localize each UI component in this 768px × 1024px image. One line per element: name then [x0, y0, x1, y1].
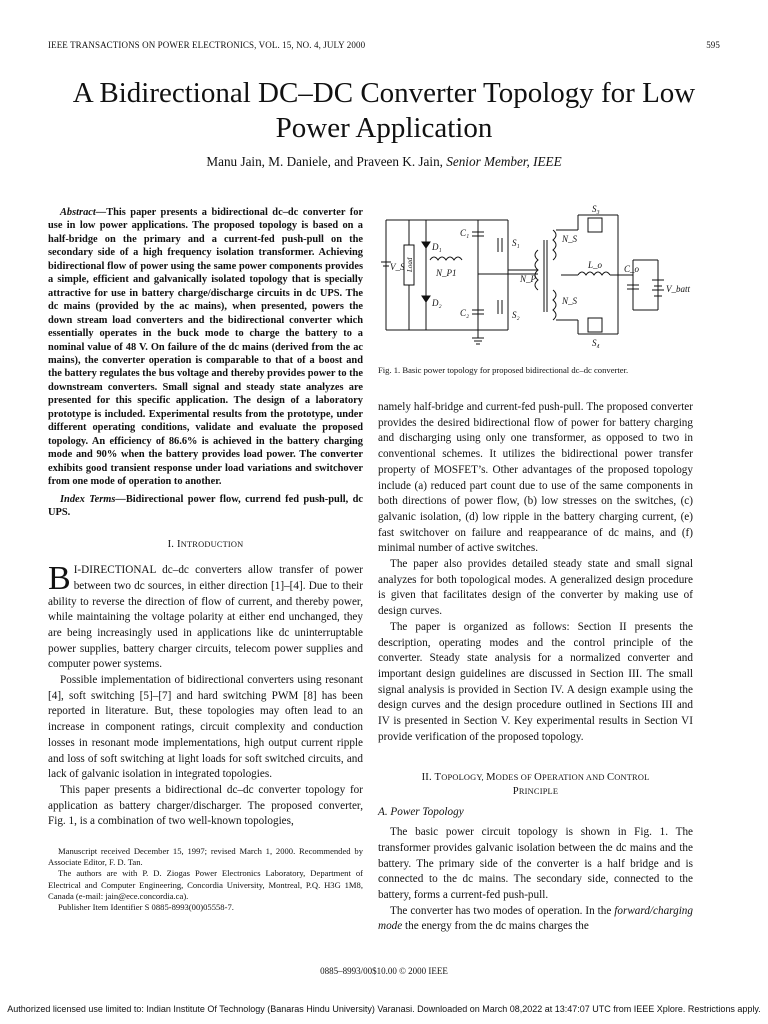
label-load: Load	[406, 257, 414, 272]
right-paragraph-3: The paper is organized as follows: Section II presents the description, operating modes and the control principle of the converter. Steady state analysis for a normalized converter and important design guidelines are discussed in Section III. The small signal analysis is provided in Section IV. A design example using the design curves and the design procedure outlined in Sections III and IV is presented in Section V. Key experimental results in Section VI provide verification of the proposed topology.	[378, 620, 693, 743]
label-co: C_o	[624, 264, 640, 274]
label-s4: S₄	[592, 338, 600, 348]
copyright-footer: 0885–8993/00$10.00 © 2000 IEEE	[320, 966, 448, 976]
figure-caption: Fig. 1. Basic power topology for proposed bidirectional dc–dc converter.	[378, 365, 629, 375]
section-heading-topology: II. TOPOLOGY, MODES OF OPERATION AND CONTROL PRINCIPLE	[421, 772, 650, 798]
abstract-text: This paper presents a bidirectional dc–dc converter for use in low power applications. The proposed topology is based on a half-bridge on the primary and a current-fed push-pull on the secondary side of a high frequency isolation transformer. Achieving bidirectional flow of power using the same power components provides a simple, efficient and galvanically isolated topology that is specially attractive for use in battery charge/discharge circuits in dc UPS. The dc mains (provided by the ac mains), when presented, powers the down stream load converters and the bidirectional converter which essentially operates in the buck mode to charge the battery to a nominal value of 48 V. On failure of the dc mains (derived from the ac mains), the converter operation is comparable to that of a boost and the battery regulates the bus voltage and thereby provides power to the downstream converters. Small signal and steady state analyzes are presented for this specific application. The design of a laboratory prototype is included. Experimental results from the prototype, under different operating conditions, validate and evaluate the proposed topology. An efficiency of 86.6% is achieved in the battery charging mode and 90% when the battery provides load power. The converter exhibits good transient response under load variations and switchover from one mode of operation to another.	[48, 207, 363, 488]
running-header	[48, 40, 720, 50]
paper-title	[0, 76, 768, 146]
label-s2: S₂	[512, 310, 520, 320]
label-np1: N_P1	[436, 268, 457, 278]
page-number: 595	[706, 40, 720, 50]
journal-name: IEEE TRANSACTIONS ON POWER ELECTRONICS, VOL. 15, NO. 4, JULY 2000	[48, 40, 366, 50]
footnote-received: Manuscript received December 15, 1997; revised March 1, 2000. Recommended by Associate Editor, F. D. Tan.	[48, 846, 363, 868]
intro-p1-text: I-DIRECTIONAL dc–dc converters allow transfer of power between two dc sources, in either direction [1]–[4]. Due to their ability to reverse the direction of flow of current, and thereby power, while maintaining the voltage polarity at either end unchanged, they are being increasingly used in applications like dc uninterruptable power supplies, battery charger circuits, telecom power supplies and computer power systems.	[48, 564, 363, 671]
title-line-2: Power Application	[275, 112, 493, 144]
intro-paragraph-1	[48, 560, 363, 673]
footnote-pii: Publisher Item Identifier S 0885-8993(00)05558-7.	[58, 902, 234, 913]
title-line-1: A Bidirectional DC–DC Converter Topology for Low	[72, 77, 696, 109]
label-c2: C₂	[460, 308, 470, 318]
abstract-label: Abstract—	[60, 207, 107, 218]
footnote-affiliation: The authors are with P. D. Ziogas Power Electronics Laboratory, Department of Electrical and Computer Engineering, Concordia University, Montreal, P.Q. H3G 1M8, Canada (e-mail: jain@ece.concordia.ca).	[48, 868, 363, 901]
abstract	[48, 206, 363, 489]
label-np: N_P	[520, 274, 537, 284]
label-vbatt: V_batt	[666, 284, 690, 294]
footnote	[48, 846, 363, 913]
subsection-heading: A. Power Topology	[378, 806, 464, 819]
figure-1-circuit	[378, 200, 698, 350]
circuit-diagram	[378, 200, 698, 350]
author-membership: Senior Member, IEEE	[446, 154, 562, 169]
right-paragraph-1: namely half-bridge and current-fed push-pull. The proposed converter provides the desired bidirectional flow of power for battery charging and discharging using only one transformer, as opposed to two in conventional schemes. It utilizes the bidirectional power transfer property of MOSFET’s. Other advantages of the proposed topology include (a) reduced part count due to use of the same components in both directions of power flow, (b) low stresses on the switches, (c) galvanic isolation, (d) low ripple in the battery charging current, (e) fast switchover on failure and reappearance of dc mains, and (f) minimal number of active switches.	[378, 401, 693, 555]
section-numeral: I.	[167, 539, 177, 551]
right-column	[378, 400, 693, 935]
index-terms	[48, 493, 363, 520]
label-d1: D₁	[432, 242, 442, 252]
right-paragraph-4: The basic power circuit topology is shown in Fig. 1. The transformer provides galvanic isolation between the dc mains and the battery. The primary side of the converter is a half bridge and is connected to the dc mains. The secondary side, connected to the battery, forms a current-fed push-pull.	[378, 826, 693, 901]
label-vs: V_S	[390, 262, 405, 272]
intro-paragraph-3: This paper presents a bidirectional dc–dc converter topology for application as battery charger/discharger. The proposed converter, Fig. 1, is a combination of two well-known topologies,	[48, 783, 363, 828]
section-heading-introduction	[48, 537, 363, 553]
drop-cap: B	[48, 560, 71, 598]
label-ns-bottom: N_S	[562, 296, 578, 306]
label-d2: D₂	[432, 298, 442, 308]
section-smallcaps: NTRODUCTION	[180, 540, 244, 550]
intro-paragraph-2: Possible implementation of bidirectional converters using resonant [4], soft switching [5]–[7] and hard switching PWM [8] has been reported in literature. But, these topologies may often lead to an increase in component ratings, circuit complexity and conduction losses in resonant mode implementations, high output current ripple and loss of soft switching at light loads for soft switched circuits, and lack of galvanic isolation in integrated topologies.	[48, 674, 363, 781]
license-notice: Authorized licensed use limited to: Indian Institute Of Technology (Banaras Hindu University) Varanasi. Downloaded on March 08,2022 at 13:47:07 UTC from IEEE Xplore. Restrictions apply.	[7, 1004, 761, 1014]
label-s3: S₃	[592, 204, 600, 214]
author-list	[0, 154, 768, 170]
right-paragraph-5: The converter has two modes of operation. In the forward/charging mode the energy from the dc mains charges the	[378, 904, 693, 933]
author-names: Manu Jain, M. Daniele, and Praveen K. Jain,	[206, 154, 447, 169]
label-c1: C₁	[460, 228, 470, 238]
right-paragraph-2: The paper also provides detailed steady state and small signal analyzes for both topological modes. A generalized design procedure is given that facilitates design of the converter by making use of design curves.	[378, 558, 693, 618]
label-lo: L_o	[588, 260, 603, 270]
left-column	[48, 206, 363, 913]
index-terms-label: Index Terms—	[60, 493, 126, 505]
index-terms-text: Bidirectional power flow, currend fed push-pull, dc UPS.	[48, 493, 363, 518]
label-ns-top: N_S	[562, 234, 578, 244]
label-s1: S₁	[512, 238, 520, 248]
section-cap: I	[177, 539, 181, 551]
